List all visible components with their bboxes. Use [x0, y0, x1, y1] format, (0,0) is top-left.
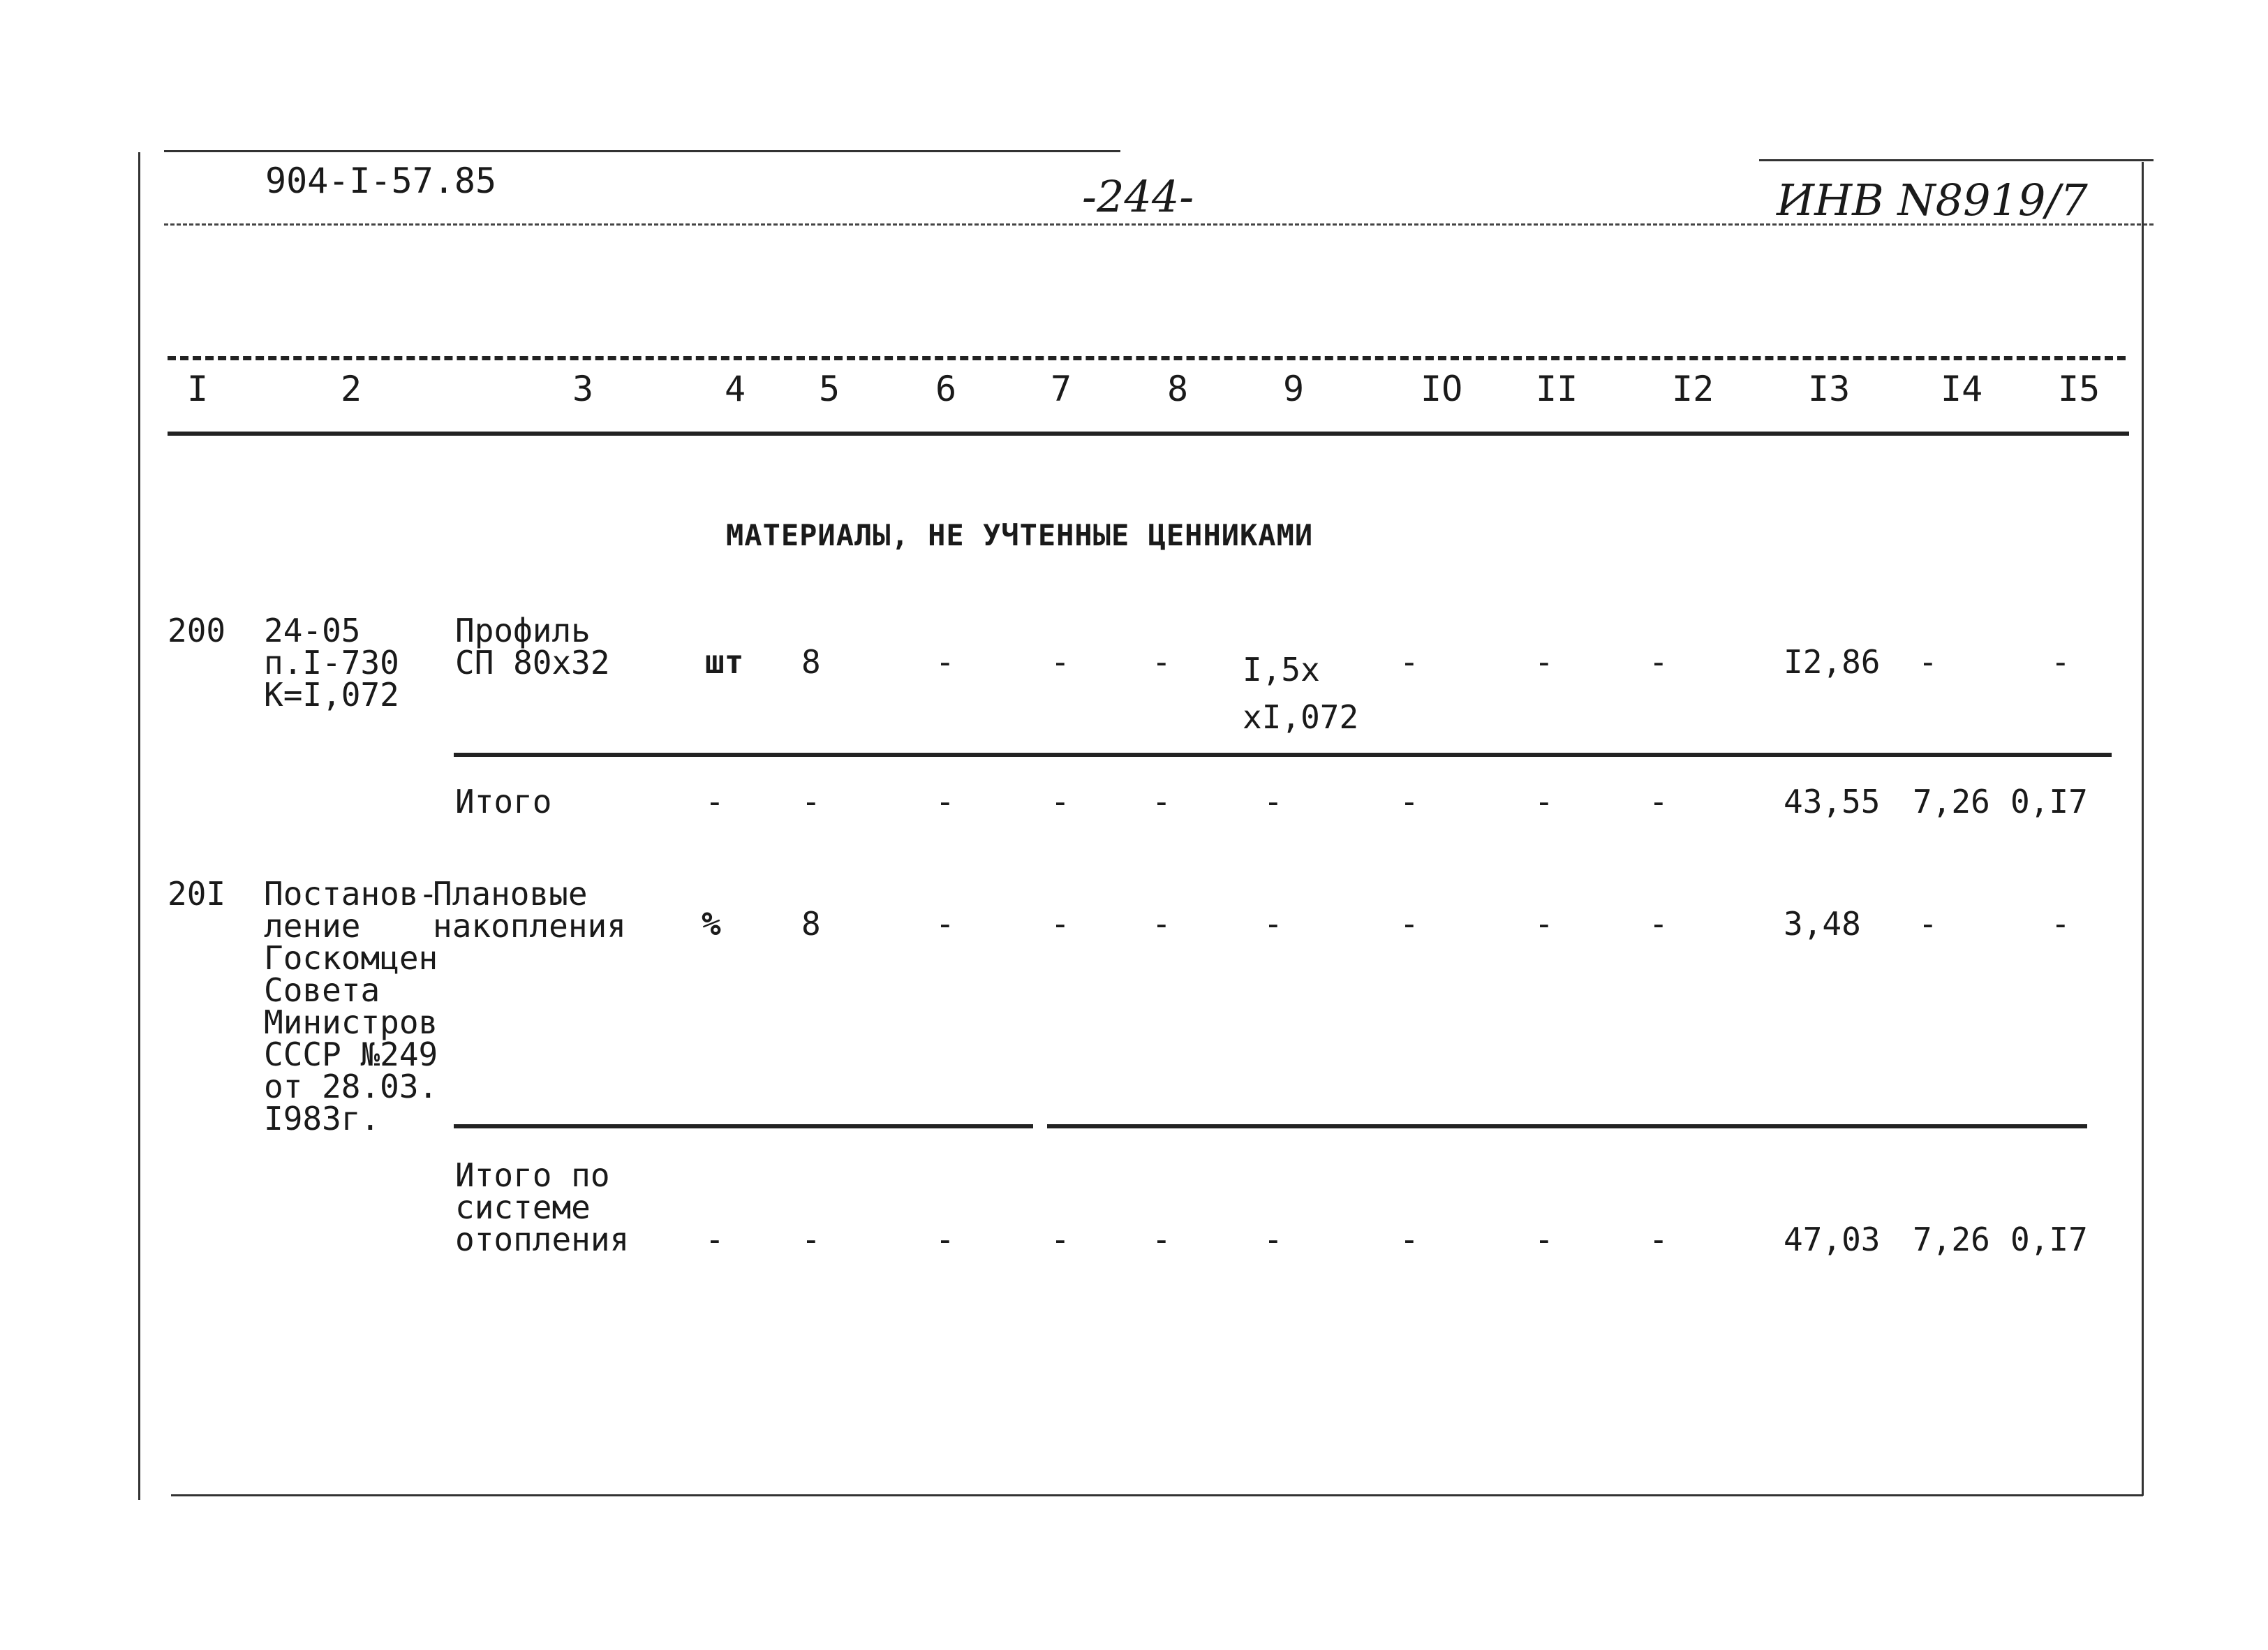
col-header-2: 2 — [341, 369, 362, 409]
row-201-qty: 8 — [801, 905, 821, 943]
itogo-col9: - — [1263, 783, 1283, 820]
row-201-unit: % — [702, 905, 721, 943]
system-total-col15: 0,I7 — [2010, 1221, 2088, 1258]
col-header-15: I5 — [2058, 369, 2100, 409]
row-200-col12: - — [1649, 643, 1668, 681]
col-header-13: I3 — [1808, 369, 1851, 409]
itogo-col5: - — [801, 783, 821, 820]
col-header-11: II — [1536, 369, 1578, 409]
itogo-col15: 0,I7 — [2010, 783, 2088, 820]
col-header-5: 5 — [819, 369, 840, 409]
section-title: МАТЕРИАЛЫ, НЕ УЧТЕННЫЕ ЦЕННИКАМИ — [726, 518, 1314, 552]
row-200-col14: - — [1918, 643, 1938, 681]
row-201-total-rule-left — [454, 1124, 1033, 1128]
row-200-subtotal-rule — [454, 753, 2112, 757]
row-200-unit: шт — [705, 643, 744, 681]
col-header-10: IO — [1421, 369, 1463, 409]
itogo-col6: - — [935, 783, 955, 820]
row-201-col7: - — [1051, 905, 1070, 943]
system-total-col4: - — [705, 1221, 725, 1258]
document-code: 904-I-57.85 — [265, 161, 497, 201]
col-header-9: 9 — [1283, 369, 1305, 409]
itogo-col10: - — [1400, 783, 1419, 820]
row-200-qty: 8 — [801, 643, 821, 681]
row-201-name: Плановые накопления — [433, 875, 626, 945]
col-header-1: I — [187, 369, 209, 409]
itogo-col11: - — [1534, 783, 1554, 820]
row-200-col10: - — [1400, 643, 1419, 681]
row-201-col14: - — [1918, 905, 1938, 943]
col-header-8: 8 — [1167, 369, 1189, 409]
itogo-col4: - — [705, 783, 725, 820]
inventory-number: ИНВ N8919/7 — [1777, 175, 2088, 226]
row-201-col9: - — [1263, 905, 1283, 943]
row-200-col8: - — [1152, 643, 1171, 681]
row-200-col15: - — [2051, 643, 2070, 681]
system-total-col9: - — [1263, 1221, 1283, 1258]
row-201-col10: - — [1400, 905, 1419, 943]
itogo-col8: - — [1152, 783, 1171, 820]
row-201-col8: - — [1152, 905, 1171, 943]
row-201-number: 20I — [168, 875, 226, 913]
col-header-14: I4 — [1941, 369, 1983, 409]
col-header-6: 6 — [935, 369, 957, 409]
row-200-col7: - — [1051, 643, 1070, 681]
row-201-col15: - — [2051, 905, 2070, 943]
col-header-4: 4 — [725, 369, 746, 409]
row-200-name: Профиль СП 80х32 — [455, 612, 610, 682]
system-total-col13: 47,03 — [1784, 1221, 1881, 1258]
top-border-line — [164, 150, 1120, 152]
itogo-col12: - — [1649, 783, 1668, 820]
system-total-label: Итого по системе отопления — [455, 1156, 630, 1258]
row-200-col11: - — [1534, 643, 1554, 681]
row-200-col6: - — [935, 643, 955, 681]
itogo-col14: 7,26 — [1913, 783, 1990, 820]
col-header-12: I2 — [1672, 369, 1714, 409]
column-header-bottom-rule — [168, 432, 2129, 436]
col-header-7: 7 — [1051, 369, 1072, 409]
itogo-col7: - — [1051, 783, 1070, 820]
system-total-col6: - — [935, 1221, 955, 1258]
row-200-col13: I2,86 — [1784, 643, 1881, 681]
itogo-label: Итого — [455, 783, 552, 820]
top-border-line-right — [1759, 159, 2154, 161]
system-total-col7: - — [1051, 1221, 1070, 1258]
system-total-col12: - — [1649, 1221, 1668, 1258]
col-header-3: 3 — [572, 369, 594, 409]
page-number: -244- — [1082, 171, 1194, 222]
system-total-col14: 7,26 — [1913, 1221, 1990, 1258]
itogo-col13: 43,55 — [1784, 783, 1881, 820]
system-total-col8: - — [1152, 1221, 1171, 1258]
system-total-col10: - — [1400, 1221, 1419, 1258]
row-200-number: 200 — [168, 612, 226, 649]
column-header-top-rule — [168, 356, 2126, 360]
row-201-col12: - — [1649, 905, 1668, 943]
bottom-border-line — [171, 1494, 2143, 1496]
right-border-line — [2142, 162, 2144, 1496]
row-201-total-rule-right — [1047, 1124, 2087, 1128]
left-border-line — [138, 152, 140, 1500]
row-200-reference: 24-05 п.I-730 К=I,072 — [264, 612, 399, 714]
row-201-col11: - — [1534, 905, 1554, 943]
row-201-reference: Постанов- ление Госкомцен Совета Министров СССР №249 от 28.03. I983г. — [264, 875, 438, 1137]
system-total-col5: - — [801, 1221, 821, 1258]
row-200-col9: I,5х хI,072 — [1243, 651, 1359, 736]
row-201-col6: - — [935, 905, 955, 943]
row-201-col13: 3,48 — [1784, 905, 1861, 943]
system-total-col11: - — [1534, 1221, 1554, 1258]
